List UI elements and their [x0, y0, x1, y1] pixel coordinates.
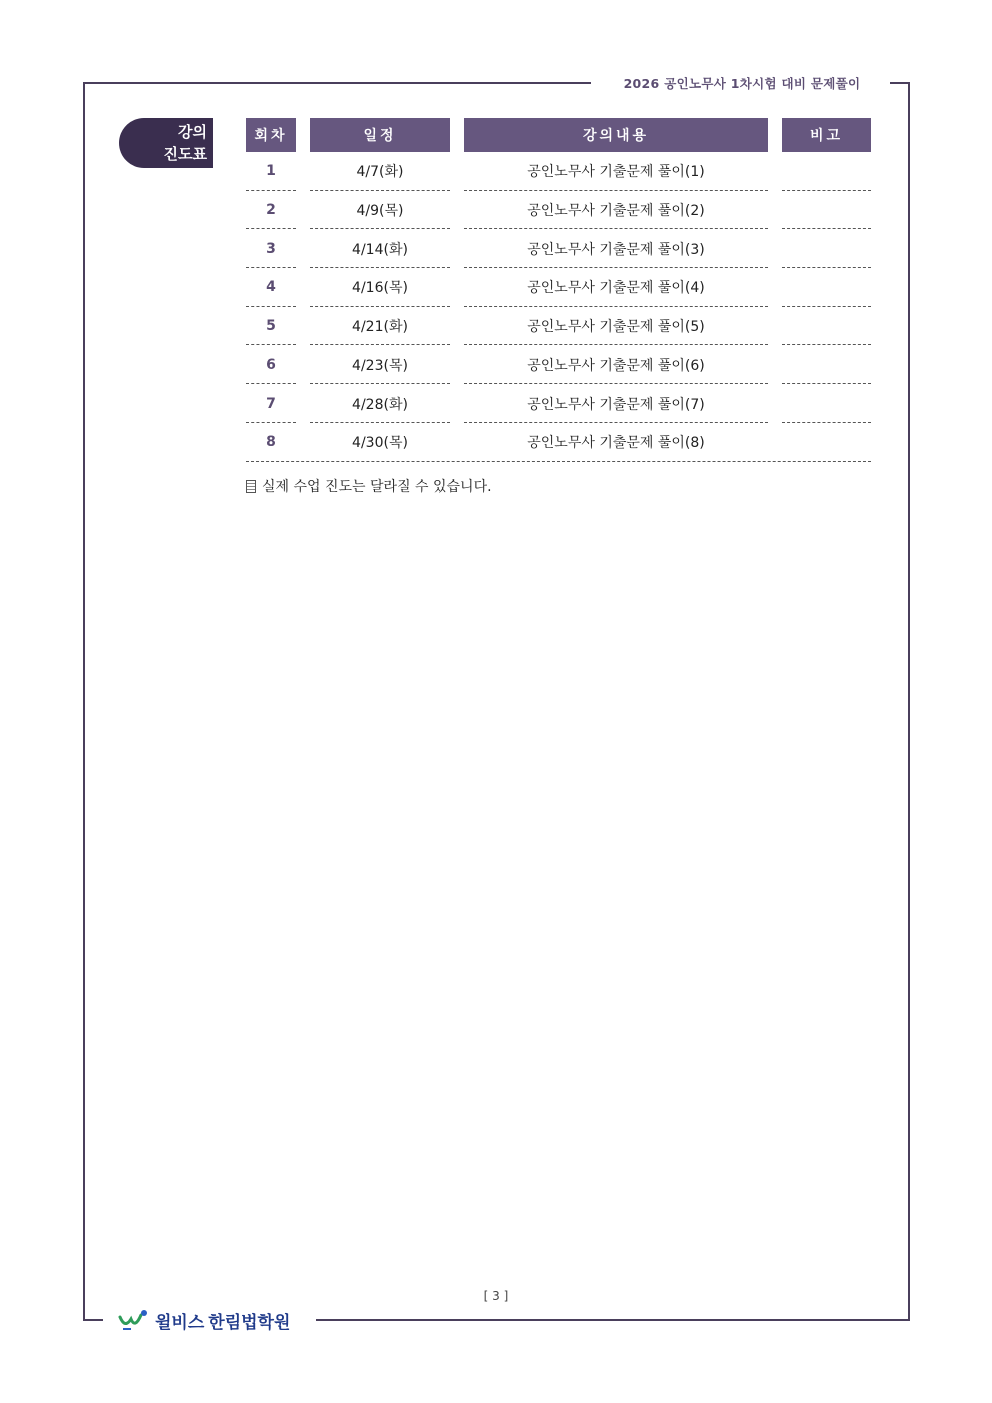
row-date: 4/28(화): [352, 396, 408, 413]
row-content: 공인노무사 기출문제 풀이(7): [527, 396, 705, 413]
table-bottom-divider: [246, 461, 871, 462]
row-date: 4/14(화): [352, 241, 408, 258]
logo-text-willbis: 윌비스: [155, 1312, 205, 1333]
row-date: 4/9(목): [356, 203, 404, 220]
logo-text-hanlim: 한림법학원: [208, 1312, 291, 1333]
row-remarks: [782, 307, 871, 346]
table-row: [0, 229, 992, 268]
row-remarks: [782, 191, 871, 230]
row-number: 3: [266, 240, 276, 257]
section-tab-line2: 진도표: [163, 145, 207, 163]
table-row: [0, 268, 992, 307]
row-date: 4/7(화): [356, 164, 404, 181]
row-number: 5: [266, 318, 276, 335]
row-remarks: [782, 152, 871, 191]
frame-top-left-line: [83, 82, 591, 84]
table-row: [0, 384, 992, 423]
page-number: [ 3 ]: [483, 1289, 509, 1303]
column-header-remarks: 비고: [782, 118, 871, 152]
row-date: 4/16(목): [352, 280, 408, 297]
row-content: 공인노무사 기출문제 풀이(1): [527, 164, 705, 181]
row-number: 1: [266, 163, 276, 180]
row-content: 공인노무사 기출문제 풀이(4): [527, 280, 705, 297]
row-content: 공인노무사 기출문제 풀이(2): [527, 203, 705, 220]
column-header-round: 회차: [246, 118, 296, 152]
row-remarks: [782, 229, 871, 268]
footer-logo: [117, 1306, 290, 1334]
column-header-schedule: 일정: [310, 118, 450, 152]
row-content: 공인노무사 기출문제 풀이(6): [527, 357, 705, 374]
table-row: [0, 191, 992, 230]
frame-bottom-right-line: [316, 1319, 910, 1321]
schedule-note-text: 실제 수업 진도는 달라질 수 있습니다.: [262, 479, 492, 495]
row-remarks: [782, 423, 871, 462]
row-number: 7: [266, 395, 276, 412]
schedule-note: [246, 476, 492, 496]
table-row: [0, 423, 992, 462]
row-date: 4/30(목): [352, 435, 408, 452]
table-row: [0, 152, 992, 191]
row-remarks: [782, 384, 871, 423]
row-number: 6: [266, 356, 276, 373]
row-number: 8: [266, 434, 276, 451]
document-icon: [246, 480, 256, 493]
row-content: 공인노무사 기출문제 풀이(5): [527, 319, 705, 336]
row-date: 4/21(화): [352, 319, 408, 336]
table-row: [0, 346, 992, 385]
row-number: 4: [266, 279, 276, 296]
row-content: 공인노무사 기출문제 풀이(8): [527, 435, 705, 452]
frame-bottom-left-line: [83, 1319, 103, 1321]
frame-top-right-line: [890, 82, 910, 84]
row-date: 4/23(목): [352, 357, 408, 374]
column-header-content: 강의내용: [464, 118, 768, 152]
row-number: 2: [266, 202, 276, 219]
section-tab-line1: 강의: [178, 123, 207, 141]
row-content: 공인노무사 기출문제 풀이(3): [527, 241, 705, 258]
page-header-title: 2026 공인노무사 1차시험 대비 문제풀이: [623, 76, 861, 91]
row-remarks: [782, 346, 871, 385]
logo-mark-icon: [117, 1307, 151, 1333]
row-remarks: [782, 268, 871, 307]
table-row: [0, 307, 992, 346]
